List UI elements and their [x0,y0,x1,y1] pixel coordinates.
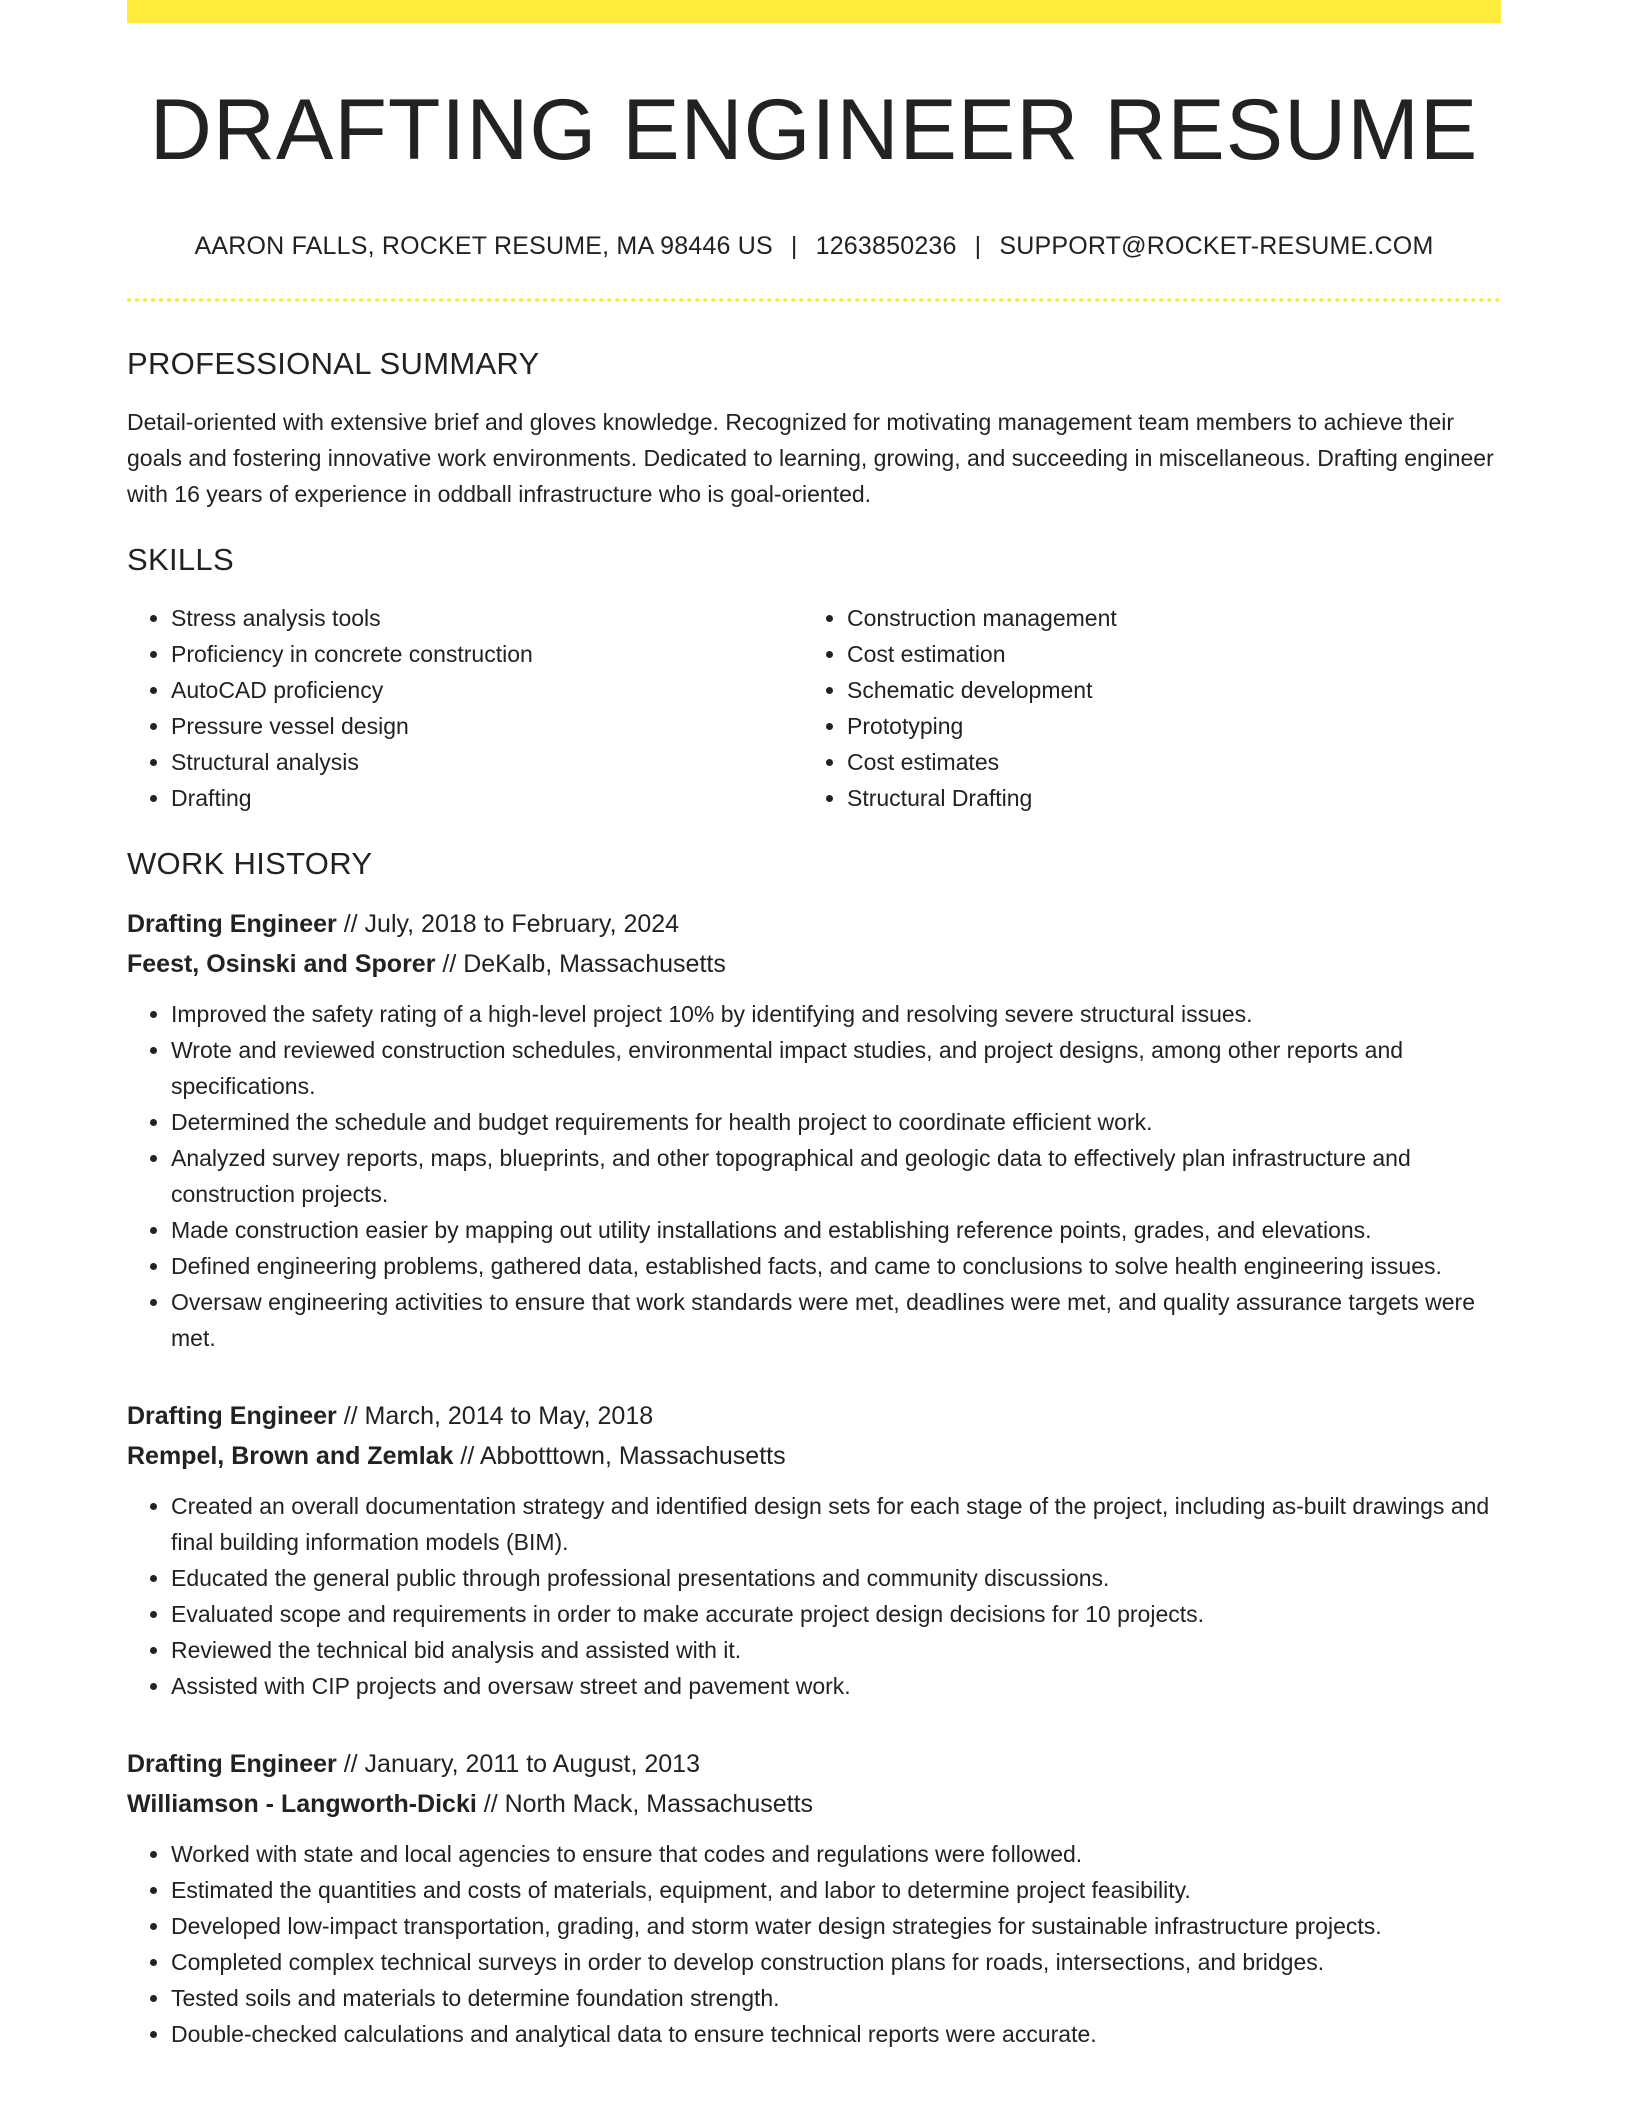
job-company: Williamson - Langworth-Dicki [127,1789,477,1818]
job-company-line [127,944,1501,984]
job-company: Feest, Osinski and Sporer [127,949,436,978]
contact-phone: 1263850236 [815,231,957,260]
job-bullet: • Analyzed survey reports, maps, blueprints, and other topographical and geologic data to effectively plan infrastructure and construction projects. [171,1140,1501,1212]
skills-heading: SKILLS [127,541,234,577]
skill-item: • Structural Drafting [847,780,1479,816]
skills-column-left [127,600,803,816]
contact-line [127,232,1501,261]
job-role-line [127,904,1501,944]
job-dates: // March, 2014 to May, 2018 [343,1401,654,1430]
job-role-line [127,1396,1501,1436]
skill-item: • Schematic development [847,672,1479,708]
job-bullet: • Improved the safety rating of a high-level project 10% by identifying and resolving severe structural issues. [171,996,1501,1032]
job-bullet: • Made construction easier by mapping out utility installations and establishing reference points, grades, and elevations. [171,1212,1501,1248]
job-bullet: • Wrote and reviewed construction schedules, environmental impact studies, and project designs, among other reports and specifications. [171,1032,1501,1104]
job-bullet: • Assisted with CIP projects and oversaw street and pavement work. [171,1668,1501,1704]
job-bullets [127,1836,1501,2052]
job-bullet: • Evaluated scope and requirements in order to make accurate project design decisions for 10 projects. [171,1596,1501,1632]
job-entry [127,904,1501,1356]
job-entry [127,1744,1501,2052]
skill-item: • AutoCAD proficiency [171,672,803,708]
page-title: DRAFTING ENGINEER RESUME [149,82,1479,178]
job-bullet: • Estimated the quantities and costs of materials, equipment, and labor to determine project feasibility. [171,1872,1501,1908]
job-bullet: • Developed low-impact transportation, grading, and storm water design strategies for sustainable infrastructure projects. [171,1908,1501,1944]
dotted-divider [127,298,1501,302]
job-dates: // January, 2011 to August, 2013 [343,1749,700,1778]
job-bullet: • Double-checked calculations and analytical data to ensure technical reports were accurate. [171,2016,1501,2052]
job-bullet: • Defined engineering problems, gathered data, established facts, and came to conclusions to solve health engineering issues. [171,1248,1501,1284]
job-bullet: • Tested soils and materials to determine foundation strength. [171,1980,1501,2016]
job-bullet: • Completed complex technical surveys in order to develop construction plans for roads, intersections, and bridges. [171,1944,1501,1980]
skill-item: • Construction management [847,600,1479,636]
job-location: // DeKalb, Massachusetts [442,949,726,978]
job-company-line [127,1436,1501,1476]
resume-page [127,0,1501,2052]
work-history-heading: WORK HISTORY [127,845,373,881]
job-role: Drafting Engineer [127,1749,337,1778]
contact-email: SUPPORT@ROCKET-RESUME.COM [999,231,1434,260]
job-location: // Abbotttown, Massachusetts [460,1441,786,1470]
skill-item: • Structural analysis [171,744,803,780]
job-role: Drafting Engineer [127,909,337,938]
job-company: Rempel, Brown and Zemlak [127,1441,454,1470]
job-bullet: • Determined the schedule and budget requirements for health project to coordinate efficient work. [171,1104,1501,1140]
job-bullets [127,1488,1501,1704]
skill-item: • Pressure vessel design [171,708,803,744]
job-bullets [127,996,1501,1356]
job-bullet: • Created an overall documentation strategy and identified design sets for each stage of the project, including as-built drawings and final building information models (BIM). [171,1488,1501,1560]
job-entry [127,1396,1501,1704]
skill-item: • Cost estimation [847,636,1479,672]
summary-text: Detail-oriented with extensive brief and gloves knowledge. Recognized for motivating management team members to achieve their goals and fostering innovative work environments. Dedicated to learning, growing, and succeeding in miscellaneous. Drafting engineer with 16 years of experience in oddball infrastructure who is goal-oriented. [127,408,1494,507]
summary-heading: PROFESSIONAL SUMMARY [127,345,540,381]
contact-separator: | [974,231,982,260]
skill-item: • Cost estimates [847,744,1479,780]
job-bullet: • Reviewed the technical bid analysis and assisted with it. [171,1632,1501,1668]
skills-list [127,600,1501,816]
accent-top-bar [127,0,1501,23]
contact-separator: | [790,231,798,260]
skill-item: • Proficiency in concrete construction [171,636,803,672]
job-bullet: • Educated the general public through professional presentations and community discussions. [171,1560,1501,1596]
contact-address: AARON FALLS, ROCKET RESUME, MA 98446 US [194,231,773,260]
job-bullet: • Oversaw engineering activities to ensure that work standards were met, deadlines were met, and quality assurance targets were met. [171,1284,1501,1356]
job-role: Drafting Engineer [127,1401,337,1430]
skill-item: • Stress analysis tools [171,600,803,636]
job-bullet: • Worked with state and local agencies to ensure that codes and regulations were followed. [171,1836,1501,1872]
skill-item: • Drafting [171,780,803,816]
skills-column-right [803,600,1479,816]
job-dates: // July, 2018 to February, 2024 [343,909,680,938]
job-role-line [127,1744,1501,1784]
job-company-line [127,1784,1501,1824]
skill-item: • Prototyping [847,708,1479,744]
job-location: // North Mack, Massachusetts [483,1789,814,1818]
